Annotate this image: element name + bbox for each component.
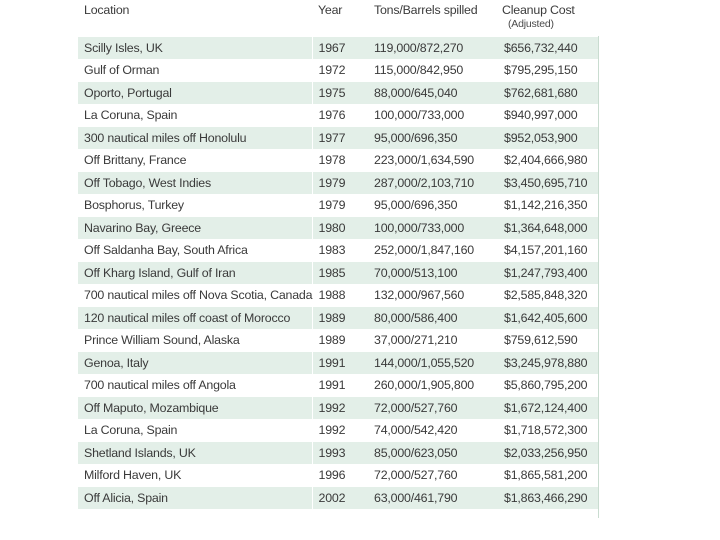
cell-tons-barrels: 74,000/542,420 [368,419,496,442]
cell-tons-barrels: 85,000/623,050 [368,442,496,465]
table-row [78,172,598,195]
cell-location: Oporto, Portugal [78,82,312,105]
cell-location: Off Tobago, West Indies [78,172,312,195]
cell-cleanup-cost: $1,863,466,290 [496,487,598,510]
cell-location: Scilly Isles, UK [78,37,312,59]
cell-location: 120 nautical miles off coast of Morocco [78,307,312,330]
cell-year: 1967 [312,37,368,59]
table-row [78,239,598,262]
header-year: Year [312,0,368,37]
cell-tons-barrels: 252,000/1,847,160 [368,239,496,262]
cell-cleanup-cost: $1,642,405,600 [496,307,598,330]
cell-year: 1976 [312,104,368,127]
cell-tons-barrels: 100,000/733,000 [368,104,496,127]
cell-tons-barrels: 88,000/645,040 [368,82,496,105]
cell-cleanup-cost: $940,997,000 [496,104,598,127]
cell-cleanup-cost: $1,364,648,000 [496,217,598,240]
cell-cleanup-cost: $2,585,848,320 [496,284,598,307]
cell-cleanup-cost: $2,404,666,980 [496,149,598,172]
cell-year: 1991 [312,352,368,375]
header-cost [496,0,598,37]
header-row [78,0,598,37]
cell-year: 1996 [312,464,368,487]
cell-tons-barrels: 80,000/586,400 [368,307,496,330]
cell-year: 1991 [312,374,368,397]
cell-location: Genoa, Italy [78,352,312,375]
cell-location: La Coruna, Spain [78,104,312,127]
table-row [78,374,598,397]
cell-cleanup-cost: $952,053,900 [496,127,598,150]
cell-year: 1972 [312,59,368,82]
table-header [78,0,598,37]
table-row [78,194,598,217]
table-row [78,464,598,487]
cell-tons-barrels: 144,000/1,055,520 [368,352,496,375]
cell-year: 1978 [312,149,368,172]
table-row [78,419,598,442]
cell-location: Navarino Bay, Greece [78,217,312,240]
cell-year: 1989 [312,329,368,352]
table-row [78,104,598,127]
cell-location: Gulf of Orman [78,59,312,82]
cell-location: La Coruna, Spain [78,419,312,442]
cell-tons-barrels: 72,000/527,760 [368,397,496,420]
cell-tons-barrels: 70,000/513,100 [368,262,496,285]
table-row [78,284,598,307]
cell-cleanup-cost: $656,732,440 [496,37,598,59]
table-row [78,397,598,420]
cell-tons-barrels: 119,000/872,270 [368,37,496,59]
cell-cleanup-cost: $1,672,124,400 [496,397,598,420]
cell-location: Milford Haven, UK [78,464,312,487]
cell-tons-barrels: 260,000/1,905,800 [368,374,496,397]
cell-year: 1992 [312,397,368,420]
cell-year: 1975 [312,82,368,105]
cell-cleanup-cost: $759,612,590 [496,329,598,352]
cell-cleanup-cost: $4,157,201,160 [496,239,598,262]
cell-year: 1979 [312,172,368,195]
header-cost-label: Cleanup Cost [502,3,575,17]
header-cost-sublabel: (Adjusted) [508,18,554,30]
cell-location: Off Alicia, Spain [78,487,312,510]
cell-cleanup-cost: $5,860,795,200 [496,374,598,397]
cell-tons-barrels: 223,000/1,634,590 [368,149,496,172]
cell-location: Off Maputo, Mozambique [78,397,312,420]
cell-cleanup-cost: $1,865,581,200 [496,464,598,487]
cell-tons-barrels: 287,000/2,103,710 [368,172,496,195]
table-row [78,307,598,330]
cell-tons-barrels: 95,000/696,350 [368,127,496,150]
header-tons: Tons/Barrels spilled [368,0,496,37]
table-row [78,149,598,172]
cell-year: 1988 [312,284,368,307]
cell-tons-barrels: 132,000/967,560 [368,284,496,307]
table-row [78,329,598,352]
cell-cleanup-cost: $3,245,978,880 [496,352,598,375]
cell-year: 1992 [312,419,368,442]
cell-location: Prince William Sound, Alaska [78,329,312,352]
cell-cleanup-cost: $795,295,150 [496,59,598,82]
cell-year: 1989 [312,307,368,330]
cell-cleanup-cost: $1,142,216,350 [496,194,598,217]
table-right-border [598,36,599,518]
table-row [78,352,598,375]
table-row [78,37,598,59]
cell-year: 1985 [312,262,368,285]
cell-year: 1977 [312,127,368,150]
cell-cleanup-cost: $1,247,793,400 [496,262,598,285]
cell-location: 700 nautical miles off Nova Scotia, Canada [78,284,312,307]
cell-location: Off Kharg Island, Gulf of Iran [78,262,312,285]
cell-location: Bosphorus, Turkey [78,194,312,217]
table-row [78,127,598,150]
cell-year: 1993 [312,442,368,465]
table-row [78,262,598,285]
cell-cleanup-cost: $2,033,256,950 [496,442,598,465]
cell-tons-barrels: 37,000/271,210 [368,329,496,352]
table-row [78,217,598,240]
cell-tons-barrels: 115,000/842,950 [368,59,496,82]
table-row [78,487,598,510]
cell-location: Off Saldanha Bay, South Africa [78,239,312,262]
cell-cleanup-cost: $3,450,695,710 [496,172,598,195]
cell-cleanup-cost: $1,718,572,300 [496,419,598,442]
cell-location: 300 nautical miles off Honolulu [78,127,312,150]
cell-year: 1979 [312,194,368,217]
cell-year: 1983 [312,239,368,262]
cell-location: Off Brittany, France [78,149,312,172]
header-location: Location [78,0,312,37]
cell-year: 1980 [312,217,368,240]
cell-tons-barrels: 72,000/527,760 [368,464,496,487]
oil-spill-table [78,0,598,510]
table-body [78,37,598,509]
cell-cleanup-cost: $762,681,680 [496,82,598,105]
cell-tons-barrels: 95,000/696,350 [368,194,496,217]
table-row [78,59,598,82]
cell-tons-barrels: 63,000/461,790 [368,487,496,510]
cell-location: 700 nautical miles off Angola [78,374,312,397]
table-row [78,82,598,105]
cell-tons-barrels: 100,000/733,000 [368,217,496,240]
table-row [78,442,598,465]
cell-year: 2002 [312,487,368,510]
cell-location: Shetland Islands, UK [78,442,312,465]
